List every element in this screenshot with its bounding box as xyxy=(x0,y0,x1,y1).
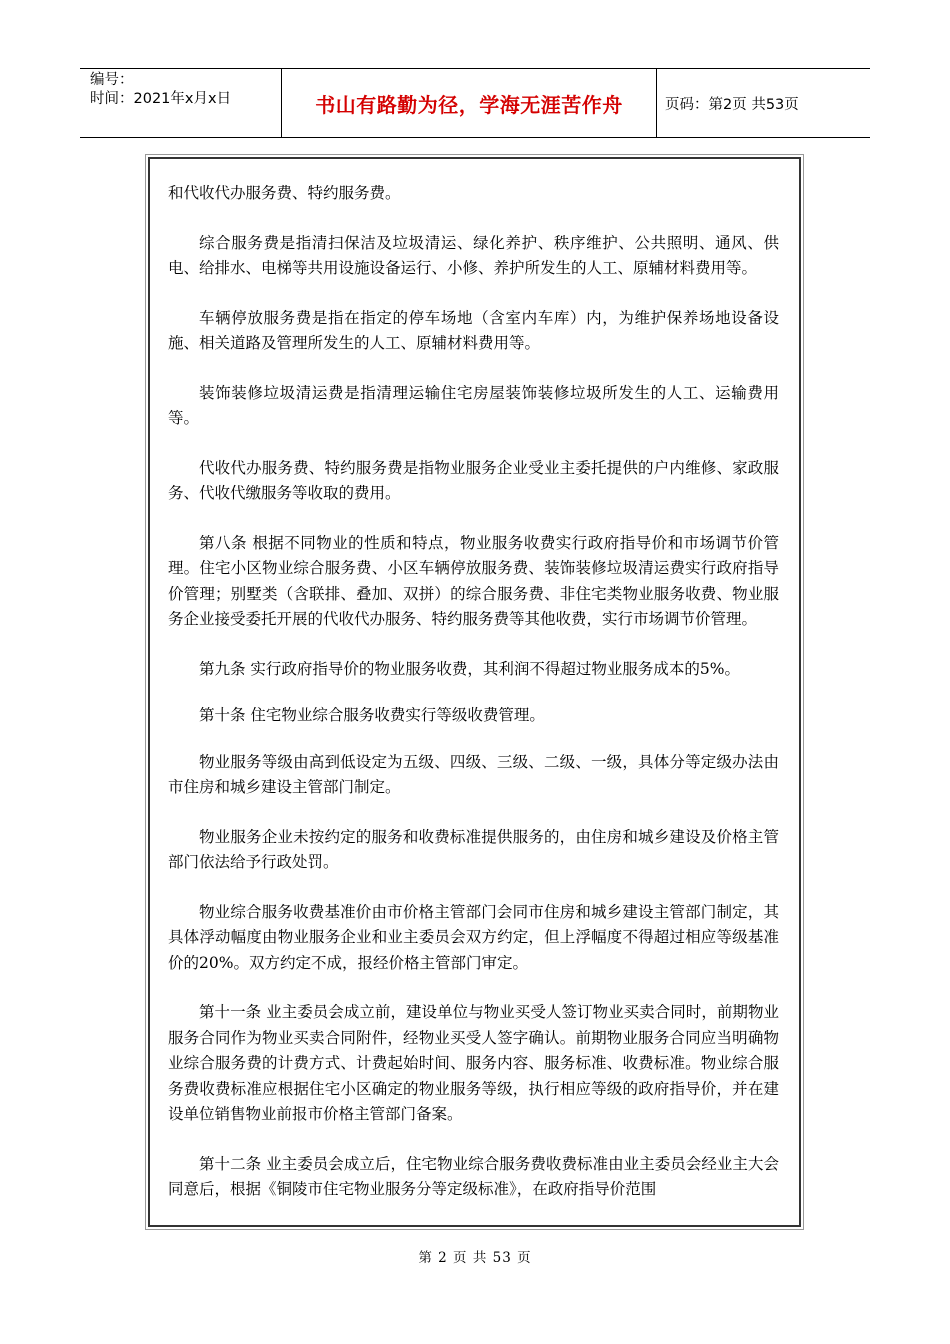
page-footer: 第 2 页 共 53 页 xyxy=(418,1250,532,1266)
paragraph: 物业服务企业未按约定的服务和收费标准提供服务的，由住房和城乡建设及价格主管部门依法给予行政处罚。 xyxy=(168,827,779,871)
paragraph: 第十条 住宅物业综合服务收费实行等级收费管理。 xyxy=(199,706,545,724)
paragraph: 第十二条 业主委员会成立后，住宅物业综合服务费收费标准由业主委员会经业主大会同意后，根据《铜陵市住宅物业服务分等定级标准》，在政府指导价范围 xyxy=(168,1154,779,1198)
document-body xyxy=(150,159,799,1203)
content-frame xyxy=(148,157,801,1227)
paragraph: 物业综合服务收费基准价由市价格主管部门会同市住房和城乡建设主管部门制定，其具体浮动幅度由物业服务企业和业主委员会双方约定，但上浮幅度不得超过相应等级基准价的20%。双方约定不成，报经价格主管部门审定。 xyxy=(168,902,779,972)
document-header xyxy=(80,68,870,138)
paragraph: 第八条 根据不同物业的性质和特点，物业服务收费实行政府指导价和市场调节价管理。住宅小区物业综合服务费、小区车辆停放服务费、装饰装修垃圾清运费实行政府指导价管理；别墅类（含联排、叠加、双拼）的综合服务费、非住宅类物业服务收费、物业服务企业接受委托开展的代收代办服务、特约服务费等其他收费，实行市场调节价管理。 xyxy=(168,533,779,628)
paragraph: 物业服务等级由高到低设定为五级、四级、三级、二级、一级，具体分等定级办法由市住房和城乡建设主管部门制定。 xyxy=(168,752,779,796)
document-number-label: 编号： xyxy=(90,72,134,88)
paragraph: 装饰装修垃圾清运费是指清理运输住宅房屋装饰装修垃圾所发生的人工、运输费用等。 xyxy=(168,383,779,427)
paragraph: 第十一条 业主委员会成立前，建设单位与物业买受人签订物业买卖合同时，前期物业服务合同作为物业买卖合同附件，经物业买受人签字确认。前期物业服务合同应当明确物业综合服务费的计费方式、计费起始时间、服务内容、服务标准、收费标准。物业综合服务费收费标准应根据住宅小区确定的物业服务等级，执行相应等级的政府指导价，并在建设单位销售物业前报市价格主管部门备案。 xyxy=(168,1003,779,1123)
header-page-info: 页码：第2页 共53页 xyxy=(665,96,799,113)
paragraph: 车辆停放服务费是指在指定的停车场地（含室内车库）内，为维护保养场地设备设施、相关道路及管理所发生的人工、原辅材料费用等。 xyxy=(168,308,779,352)
paragraph: 第九条 实行政府指导价的物业服务收费，其利润不得超过物业服务成本的5%。 xyxy=(199,659,741,678)
header-motto: 书山有路勤为径，学海无涯苦作舟 xyxy=(282,69,657,137)
paragraph: 综合服务费是指清扫保洁及垃圾清运、绿化养护、秩序维护、公共照明、通风、供电、给排水、电梯等共用设施设备运行、小修、养护所发生的人工、原辅材料费用等。 xyxy=(168,233,779,277)
header-meta xyxy=(80,69,282,137)
paragraph: 代收代办服务费、特约服务费是指物业服务企业受业主委托提供的户内维修、家政服务、代收代缴服务等收取的费用。 xyxy=(168,458,779,502)
document-time: 时间：2021年x月x日 xyxy=(90,91,232,107)
paragraph: 和代收代办服务费、特约服务费。 xyxy=(168,184,401,202)
